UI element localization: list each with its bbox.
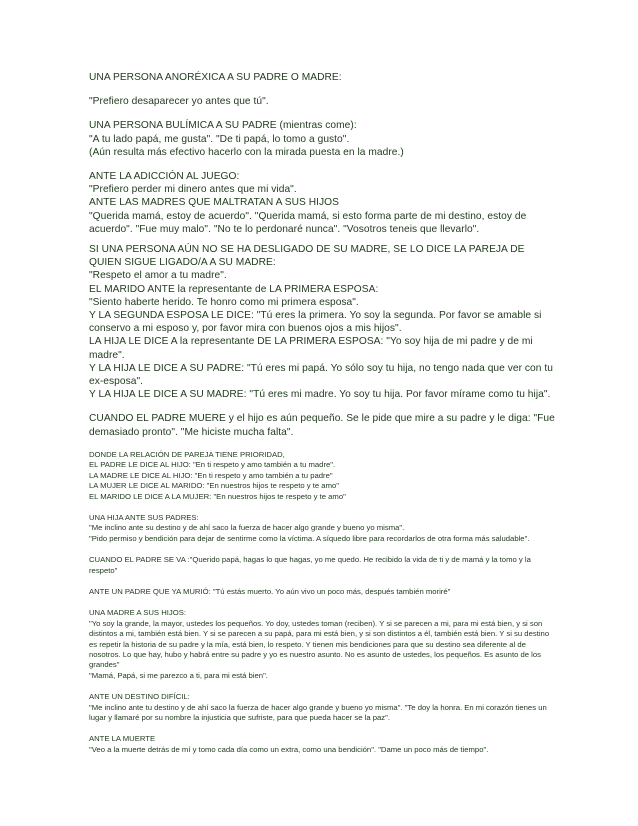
marido-mujer: EL MARIDO LE DICE A LA MUJER: "En nuestros hijos te respeto y te amo" <box>89 491 346 501</box>
heading-destino-dificil: ANTE UN DESTINO DIFÍCIL: <box>89 692 190 702</box>
heading-desligado: SI UNA PERSONA AÚN NO SE HA DESLIGADO DE SU MADRE, SE LO DICE LA PAREJA DE QUIEN SIGUE LIGADO/A A SU MADRE: <box>89 244 525 269</box>
segunda-esposa: Y LA SEGUNDA ESPOSA LE DICE: "Tú eres la primera. Yo soy la segunda. Por favor se amable si conservo a mi esposo y, por favor mira con buenos ojos a mis hijos". <box>89 310 542 335</box>
quote-bulimica: "A tu lado papá, me gusta". "De ti papá, lo tomo a gusto". <box>89 133 350 145</box>
madre-hijo: LA MADRE LE DICE AL HIJO: "En ti respeto y amo también a tu padre" <box>89 470 333 480</box>
padre-murio: ANTE UN PADRE QUE YA MURIÓ: "Tú estás muerto. Yo aún vivo un poco más, después también moriré" <box>89 586 451 596</box>
quote-madres-maltratan: "Querida mamá, estoy de acuerdo". "Querida mamá, si esto forma parte de mi destino, estoy de acuerdo". "Fue muy malo". "No te lo perdonaré nunca". "Vosotros teneis que llevarlo". <box>89 210 527 235</box>
marido-primera-esposa: EL MARIDO ANTE la representante de LA PRIMERA ESPOSA: <box>89 283 379 295</box>
heading-hija-padres: UNA HIJA ANTE SUS PADRES: <box>89 512 199 522</box>
document-body <box>89 71 559 755</box>
quote-anorexica: "Prefiero desaparecer yo antes que tú". <box>89 96 269 108</box>
quote-respeto-madre: "Respeto el amor a tu madre". <box>89 270 227 282</box>
hija-primera-esposa: LA HIJA LE DICE A la representante DE LA PRIMERA ESPOSA: "Yo soy hija de mi padre y de mi madre". <box>89 336 533 361</box>
hija-padres-1: "Me inclino ante su destino y de ahí saco la fuerza de hacer algo grande y bueno yo misma". <box>89 523 405 533</box>
quote-siento-herido: "Siento haberte herido. Te honro como mi primera esposa". <box>89 296 359 308</box>
padre-muere: CUANDO EL PADRE MUERE y el hijo es aún pequeño. Se le pide que mire a su padre y le diga: "Fue demasiado pronto". "Me hiciste mucha falta". <box>89 413 555 438</box>
heading-muerte: ANTE LA MUERTE <box>89 734 156 744</box>
muerte-text: "Veo a la muerte detrás de mí y tomo cada día como un extra, como una bendición". "Dame un poco más de tiempo". <box>89 744 489 754</box>
heading-prioridad-pareja: DONDE LA RELACIÓN DE PAREJA TIENE PRIORIDAD, <box>89 449 285 459</box>
heading-madre-hijos: UNA MADRE A SUS HIJOS: <box>89 608 186 618</box>
hija-madre: Y LA HIJA LE DICE A SU MADRE: "Tú eres mi madre. Yo soy tu hija. Por favor mírame como tu hija". <box>89 389 551 401</box>
padre-hijo: EL PADRE LE DICE AL HIJO: "En ti respeto y amo también a tu madre". <box>89 460 336 470</box>
heading-bulimica: UNA PERSONA BULÍMICA A SU PADRE (mientras come): <box>89 120 357 132</box>
heading-madres-maltratan: ANTE LAS MADRES QUE MALTRATAN A SUS HIJOS <box>89 197 339 209</box>
note-bulimica: (Aún resulta más efectivo hacerlo con la mirada puesta en la madre.) <box>89 146 404 158</box>
destino-dificil-text: "Me inclino ante tu destino y de ahí saco la fuerza de hacer algo grande y bueno yo misma". "Te doy la honra. En mi corazón tienes un lugar y llamaré por su nombre la injusticia que sufriste, para que pueda hacer se la paz". <box>89 702 547 722</box>
hija-padre: Y LA HIJA LE DICE A SU PADRE: "Tú eres mi papá. Yo sólo soy tu hija, no tengo nada que ver con tu ex-esposa". <box>89 362 553 388</box>
quote-juego: "Prefiero perder mi dinero antes que mi vida". <box>89 184 297 196</box>
heading-anorexica: UNA PERSONA ANORÉXICA A SU PADRE O MADRE: <box>89 72 342 83</box>
madre-hijos-2: "Mamá, Papá, si me parezco a ti, para mi está bien". <box>89 670 268 680</box>
madre-hijos-text: "Yo soy la grande, la mayor, ustedes los pequeños. Yo doy, ustedes toman (reciben). Y si se parecen a mi, para mi está bien, y si son distintos a mi, también está bien. Y si se parecen a su papá, para mi está bien, y si son distintos a él, también está bien. Y si su destino es repetir la historia de su padre y la mía, está bien, lo respeto. Y tienen mis bendiciones para que su destino sea diferente al de nosotros. Lo que hay, hubo y habrá entre su padre y yo es nuestro asunto. No es asunto de ustedes, los pequeños. Es asunto de los grandes" <box>89 618 550 670</box>
heading-juego: ANTE LA ADICCIÓN AL JUEGO: <box>89 171 240 183</box>
padre-se-va: CUANDO EL PADRE SE VA :"Querido papá, hagas lo que hagas, yo me quedo. He recibido la vida de ti y de mamá y la tomo y la respeto" <box>89 555 531 575</box>
mujer-marido: LA MUJER LE DICE AL MARIDO: "En nuestros hijos te respeto y te amo" <box>89 481 339 491</box>
hija-padres-2: "Pido permiso y bendición para dejar de sentirme como la víctima. A síquedo libre para recordarlos de otra forma más saludable". <box>89 533 530 543</box>
